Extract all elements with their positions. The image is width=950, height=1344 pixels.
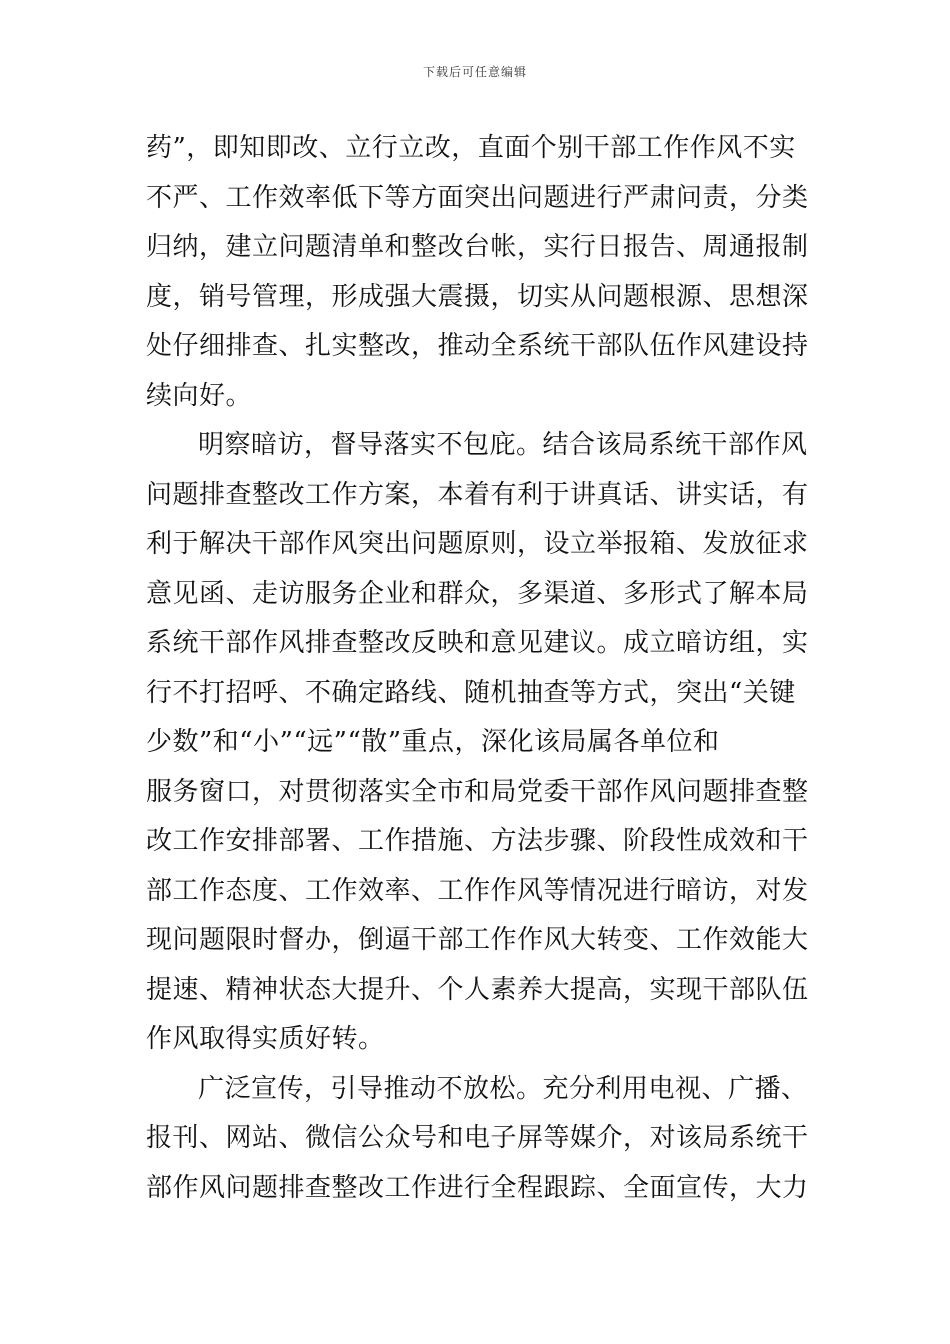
text-line: 行不打招呼、不确定路线、随机抽查等方式，突出“关键 [146, 677, 796, 708]
text-line: 现问题限时督办，倒逼干部工作作风大转变、工作效能大 [146, 925, 809, 955]
text-line: 提速、精神状态大提升、个人素养大提高，实现干部队伍 [146, 974, 809, 1005]
text-line: 广泛宣传，引导推动不放松。充分利用电视、广播、 [198, 1073, 808, 1104]
paragraph [146, 421, 809, 1065]
paragraph [146, 1065, 809, 1214]
text-line: 作风取得实质好转。 [146, 1024, 385, 1054]
text-line: 续向好。 [146, 380, 253, 411]
page-header-note: 下载后可任意编辑 [422, 65, 527, 79]
text-line: 报刊、网站、微信公众号和电子屏等媒介，对该局系统干 [146, 1123, 809, 1153]
text-line: 利于解决干部作风突出问题原则，设立举报箱、发放征求 [146, 529, 809, 559]
text-line: 问题排查整改工作方案，本着有利于讲真话、讲实话，有 [146, 479, 809, 510]
text-line: 药”，即知即改、立行立改，直面个别干部工作作风不实 [146, 133, 796, 163]
text-line: 改工作安排部署、工作措施、方法步骤、阶段性成效和干 [146, 826, 809, 856]
text-line: 归纳，建立问题清单和整改台帐，实行日报告、周通报制 [146, 232, 809, 262]
text-line: 处仔细排查、扎实整改，推动全系统干部队伍作风建设持 [146, 331, 809, 361]
text-line: 意见函、走访服务企业和群众，多渠道、多形式了解本局 [146, 578, 809, 609]
text-line: 系统干部作风排查整改反映和意见建议。成立暗访组，实 [146, 628, 809, 658]
text-line: 服务窗口，对贯彻落实全市和局党委干部作风问题排查整 [146, 776, 809, 807]
text-line: 部工作态度、工作效率、工作作风等情况进行暗访，对发 [146, 875, 809, 906]
text-line: 明察暗访，督导落实不包庇。结合该局系统干部作风 [198, 430, 808, 460]
paragraph [146, 124, 809, 421]
text-line: 不严、工作效率低下等方面突出问题进行严肃问责，分类 [146, 182, 809, 213]
text-line: 少数”和“小”“远”“散”重点，深化该局属各单位和 [146, 727, 720, 757]
text-line: 度，销号管理，形成强大震摄，切实从问题根源、思想深 [146, 281, 809, 312]
document-body [146, 124, 809, 1213]
text-line: 部作风问题排查整改工作进行全程跟踪、全面宣传，大力 [146, 1172, 809, 1203]
